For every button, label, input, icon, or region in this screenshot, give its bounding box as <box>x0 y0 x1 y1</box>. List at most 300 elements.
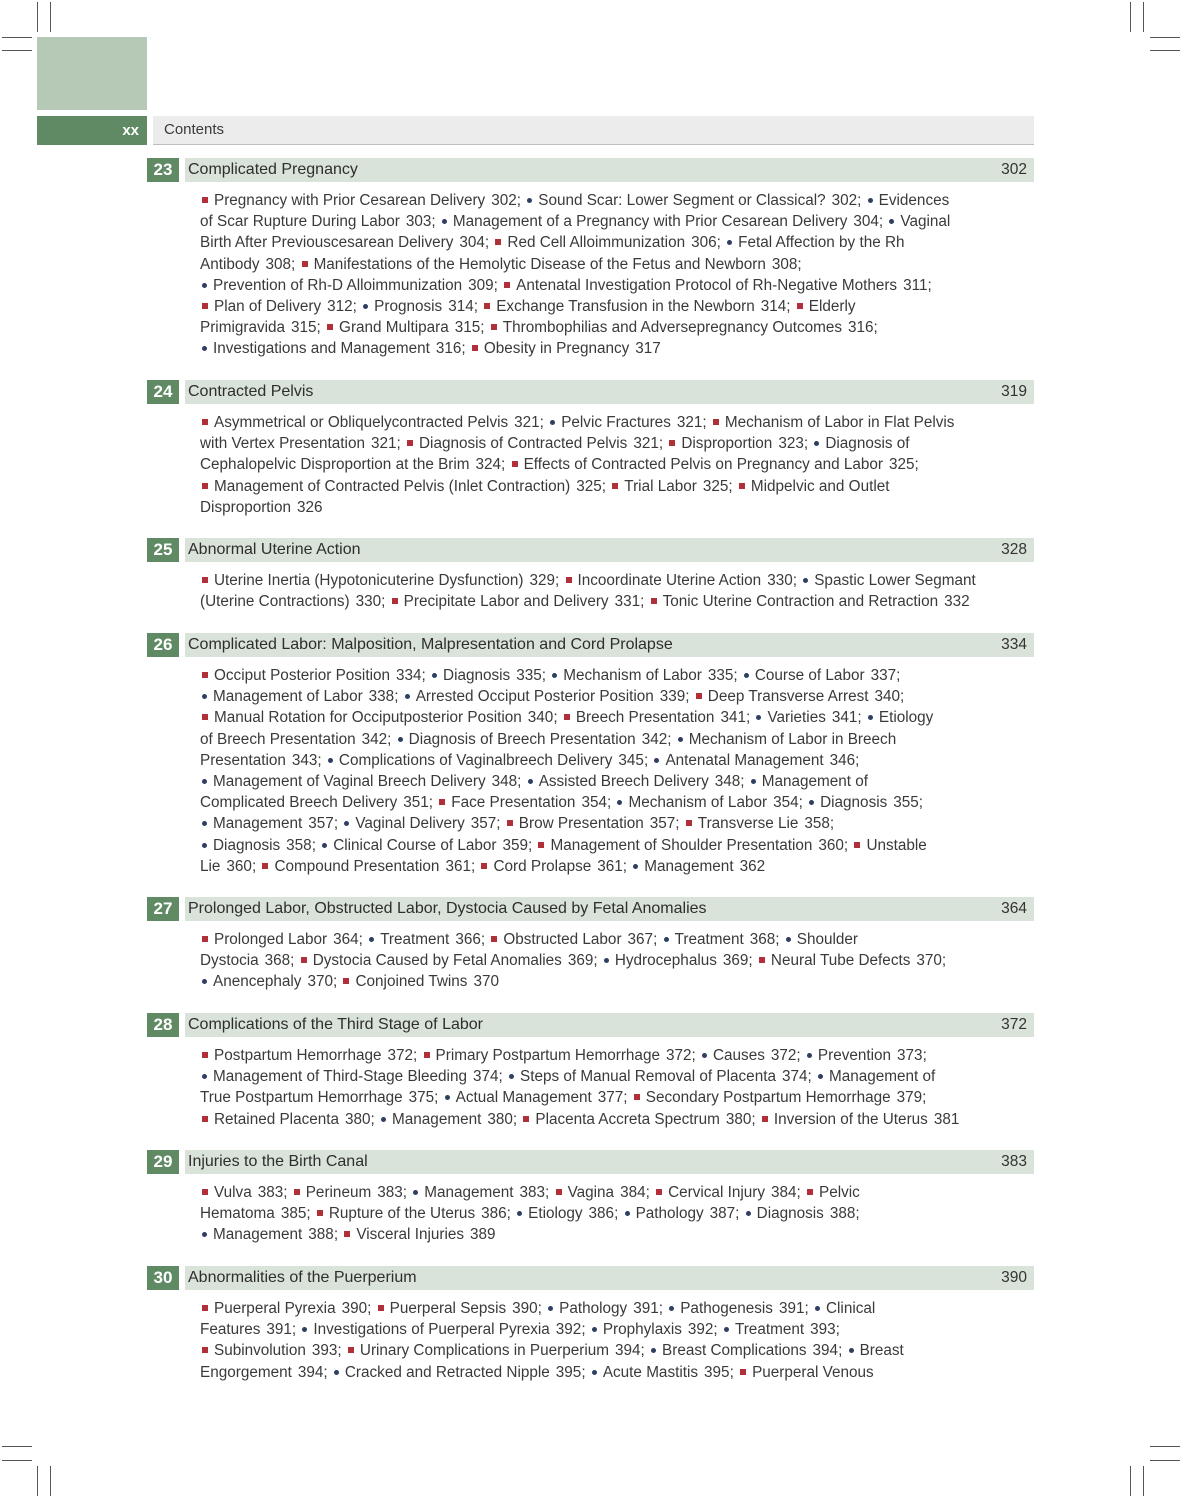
square-bullet-icon <box>317 1210 323 1216</box>
toc-line <box>200 296 1000 317</box>
toc-entry-title: Management <box>213 815 303 833</box>
toc-line <box>200 771 1000 792</box>
toc-entry-page: 321; <box>676 414 707 431</box>
toc-entry[interactable] <box>525 192 861 209</box>
toc-entry[interactable] <box>200 1342 342 1359</box>
toc-entry[interactable] <box>550 667 737 684</box>
toc-entry[interactable] <box>200 572 559 589</box>
square-bullet-icon <box>378 1305 384 1311</box>
toc-entry-page: 369; <box>722 952 753 970</box>
toc-entry[interactable] <box>887 213 950 230</box>
toc-entry-page: 341; <box>831 709 862 727</box>
square-bullet-icon <box>344 1231 350 1237</box>
chapter-title[interactable]: Injuries to the Birth Canal <box>188 1153 368 1170</box>
chapter-heading[interactable] <box>147 1266 1034 1290</box>
toc-entry[interactable] <box>422 1047 696 1064</box>
toc-line <box>200 1298 1000 1319</box>
square-bullet-icon <box>327 324 333 330</box>
round-bullet-icon <box>751 779 756 784</box>
crop-mark <box>1150 1460 1180 1461</box>
round-bullet-icon <box>807 1053 812 1058</box>
toc-entry[interactable] <box>200 256 295 273</box>
round-bullet-icon <box>322 843 327 848</box>
round-bullet-icon <box>302 1327 307 1332</box>
toc-entry[interactable] <box>200 837 316 854</box>
chapter-heading[interactable] <box>147 158 1034 182</box>
toc-entry-title: Management <box>213 1226 303 1244</box>
toc-entry[interactable] <box>738 1364 874 1381</box>
toc-entry-page: 375; <box>408 1089 439 1107</box>
toc-entry[interactable] <box>346 1342 645 1359</box>
toc-line <box>200 813 1000 834</box>
toc-entry[interactable] <box>200 1321 296 1338</box>
toc-entry-page: 380; <box>487 1110 518 1128</box>
toc-line <box>200 729 1000 750</box>
toc-entry[interactable] <box>623 1205 740 1222</box>
toc-entry[interactable] <box>405 435 663 452</box>
toc-entry-page: 335; <box>707 667 738 684</box>
toc-entry-page: 366; <box>455 931 486 948</box>
square-bullet-icon <box>491 936 497 942</box>
toc-entry[interactable] <box>326 752 648 769</box>
toc-entry[interactable] <box>515 1205 618 1222</box>
square-bullet-icon <box>202 303 208 309</box>
toc-entry-page: 377; <box>597 1089 628 1107</box>
square-bullet-icon <box>262 863 268 869</box>
toc-entry[interactable] <box>200 973 337 990</box>
toc-entry[interactable] <box>200 931 363 948</box>
toc-entry[interactable] <box>379 1111 517 1128</box>
round-bullet-icon <box>552 673 557 678</box>
chapter-page-number: 302 <box>1001 161 1027 178</box>
toc-entry-page: 364; <box>333 931 363 948</box>
square-bullet-icon <box>523 1116 529 1122</box>
toc-entry[interactable] <box>749 773 868 790</box>
toc-entry-page: 381 <box>933 1110 960 1128</box>
crop-mark <box>2 1446 32 1447</box>
toc-entry[interactable] <box>341 973 499 990</box>
toc-entry[interactable] <box>725 234 904 251</box>
chapter-section <box>147 1013 1034 1130</box>
square-bullet-icon <box>202 577 208 583</box>
toc-entry[interactable] <box>320 837 532 854</box>
toc-entry[interactable] <box>200 319 321 336</box>
toc-entry-title: Subinvolution <box>214 1342 306 1360</box>
toc-entry[interactable] <box>554 1184 650 1201</box>
toc-entry[interactable] <box>200 478 606 495</box>
chapter-heading[interactable] <box>147 380 1034 404</box>
toc-entry[interactable] <box>632 1089 927 1106</box>
square-bullet-icon <box>202 197 208 203</box>
toc-entry-page: 361; <box>597 857 628 875</box>
toc-entry-page: 316; <box>848 319 878 337</box>
toc-entry[interactable] <box>200 1089 438 1106</box>
toc-entry[interactable] <box>801 572 976 589</box>
toc-entry[interactable] <box>649 1342 842 1359</box>
toc-entry-page: 358; <box>804 815 835 833</box>
toc-entry[interactable] <box>813 1300 875 1317</box>
toc-entry[interactable] <box>200 688 398 705</box>
toc-line <box>200 1087 1000 1108</box>
toc-line <box>200 591 1000 612</box>
toc-entry[interactable] <box>200 1068 503 1085</box>
toc-entry-title: Diagnosis <box>213 836 281 854</box>
toc-line <box>200 275 1000 296</box>
toc-line <box>200 856 1000 877</box>
toc-entry[interactable] <box>866 192 950 209</box>
round-bullet-icon <box>202 779 207 784</box>
toc-entry-title: Investigations and Management <box>213 340 430 358</box>
toc-entry[interactable] <box>744 1205 860 1222</box>
toc-entry[interactable] <box>662 931 780 948</box>
toc-entry-title: Treatment <box>380 931 450 948</box>
toc-line <box>200 476 1000 497</box>
toc-entry[interactable] <box>847 1342 904 1359</box>
chapter-number: 29 <box>147 1150 179 1174</box>
round-bullet-icon <box>625 1211 630 1216</box>
toc-entry[interactable] <box>482 298 790 315</box>
toc-entry-title: of Scar Rupture During Labor <box>200 213 400 231</box>
toc-entry[interactable] <box>489 319 878 336</box>
round-bullet-icon <box>889 219 894 224</box>
toc-entry[interactable] <box>260 858 475 875</box>
toc-entry-title: Incoordinate Uterine Action <box>577 572 762 589</box>
chapter-title[interactable]: Contracted Pelvis <box>188 383 314 400</box>
toc-entry-title: Puerperal Pyrexia <box>214 1300 336 1317</box>
chapter-section <box>147 1150 1034 1246</box>
chapter-title-bar <box>185 1150 1034 1174</box>
toc-entry[interactable] <box>430 667 546 684</box>
toc-entry[interactable] <box>200 435 401 452</box>
toc-entry[interactable] <box>390 593 645 610</box>
toc-entry[interactable] <box>200 952 294 969</box>
toc-entry-page: 348; <box>491 773 522 791</box>
toc-entry[interactable] <box>754 709 861 726</box>
toc-entry-page: 388; <box>308 1226 339 1244</box>
toc-entry-page: 326 <box>296 498 323 516</box>
toc-entry[interactable] <box>546 1300 663 1317</box>
chapter-title-bar <box>185 633 1034 657</box>
toc-entry[interactable] <box>649 593 970 610</box>
toc-entry-title: Placenta Accreta Spectrum <box>535 1110 720 1128</box>
round-bullet-icon <box>654 758 659 763</box>
toc-entry-title: Face Presentation <box>451 794 576 812</box>
toc-entry-title: Cord Prolapse <box>493 857 592 875</box>
toc-entry[interactable] <box>367 931 485 948</box>
toc-entry-title: Presentation <box>200 751 286 769</box>
toc-entry[interactable] <box>505 815 680 832</box>
toc-entry[interactable] <box>526 773 745 790</box>
toc-entry-title: Diagnosis of Contracted Pelvis <box>419 435 628 453</box>
toc-entry[interactable] <box>200 1205 311 1222</box>
toc-entry-title: Anencephaly <box>213 973 302 991</box>
chapter-title[interactable]: Complications of the Third Stage of Labor <box>188 1016 483 1033</box>
toc-entry[interactable] <box>411 1184 549 1201</box>
chapter-heading[interactable] <box>147 538 1034 562</box>
toc-entry[interactable] <box>489 931 657 948</box>
toc-entry[interactable] <box>521 1111 755 1128</box>
toc-entry-page: 309; <box>468 276 498 294</box>
toc-entry-page: 302; <box>491 192 521 209</box>
square-bullet-icon <box>301 957 307 963</box>
toc-entry[interactable] <box>694 688 904 705</box>
chapter-heading[interactable] <box>147 633 1034 657</box>
round-bullet-icon <box>617 800 622 805</box>
toc-entry-title: Visceral Injuries <box>356 1226 465 1244</box>
toc-entry[interactable] <box>684 815 834 832</box>
toc-entry[interactable] <box>784 931 858 948</box>
toc-entry-title: Diagnosis of <box>825 435 910 453</box>
toc-entry[interactable] <box>332 1364 586 1381</box>
toc-entry-title: Pelvic <box>819 1184 860 1201</box>
toc-entry[interactable] <box>376 1300 542 1317</box>
toc-entry[interactable] <box>396 731 672 748</box>
toc-entry[interactable] <box>722 1321 840 1338</box>
toc-entry-title: Exchange Transfusion in the Newborn <box>496 298 755 316</box>
toc-entry[interactable] <box>292 1184 407 1201</box>
toc-entry[interactable] <box>200 1364 328 1381</box>
toc-entry[interactable] <box>200 277 498 294</box>
toc-entry[interactable] <box>200 298 357 315</box>
toc-entry-title: Disproportion <box>200 498 291 516</box>
toc-entry-title: Prognosis <box>374 298 443 316</box>
toc-entry[interactable] <box>200 1047 417 1064</box>
chapter-title[interactable]: Complicated Pregnancy <box>188 161 358 178</box>
toc-entry[interactable] <box>200 593 385 610</box>
toc-entry[interactable] <box>200 213 436 230</box>
toc-line <box>200 433 1000 454</box>
toc-entry[interactable] <box>200 858 256 875</box>
square-bullet-icon <box>202 672 208 678</box>
chapter-title-bar <box>185 1266 1034 1290</box>
toc-line <box>200 835 1000 856</box>
toc-entry[interactable] <box>564 572 797 589</box>
toc-entry[interactable] <box>652 752 859 769</box>
toc-entry[interactable] <box>866 709 933 726</box>
square-bullet-icon <box>202 483 208 489</box>
toc-entry[interactable] <box>200 752 322 769</box>
chapter-heading[interactable] <box>147 1013 1034 1037</box>
toc-entry[interactable] <box>805 1184 860 1201</box>
round-bullet-icon <box>756 715 761 720</box>
round-bullet-icon <box>548 1306 553 1311</box>
toc-entry[interactable] <box>757 952 946 969</box>
toc-entry[interactable] <box>443 1089 628 1106</box>
square-bullet-icon <box>472 345 478 351</box>
toc-entry[interactable] <box>510 456 919 473</box>
toc-entry-page: 302; <box>831 192 862 209</box>
chapter-number: 30 <box>147 1266 179 1290</box>
toc-entry[interactable] <box>200 499 323 516</box>
toc-line <box>200 1182 1000 1203</box>
square-bullet-icon <box>538 842 544 848</box>
toc-entry-page: 331; <box>614 593 645 611</box>
square-bullet-icon <box>656 1189 662 1195</box>
toc-entry[interactable] <box>440 213 883 230</box>
toc-entry-page: 314; <box>448 298 478 316</box>
toc-entry[interactable] <box>590 1321 718 1338</box>
chapter-title[interactable]: Complicated Labor: Malposition, Malpresentation and Cord Prolapse <box>188 636 673 653</box>
toc-entry[interactable] <box>631 858 765 875</box>
toc-entry-page: 346; <box>829 751 860 769</box>
toc-entry-title: Secondary Postpartum Hemorrhage <box>645 1089 891 1107</box>
toc-line <box>200 1066 1000 1087</box>
toc-entry-page: 335; <box>516 667 546 684</box>
round-bullet-icon <box>442 219 447 224</box>
toc-entry-page: 367; <box>627 931 658 948</box>
toc-entry[interactable] <box>742 667 900 684</box>
toc-entry[interactable] <box>200 1184 287 1201</box>
toc-entry[interactable] <box>315 1205 511 1222</box>
toc-entry[interactable] <box>200 1111 375 1128</box>
square-bullet-icon <box>713 419 719 425</box>
toc-entry[interactable] <box>737 478 890 495</box>
toc-entry-page: 394; <box>812 1342 843 1360</box>
toc-entry[interactable] <box>437 794 611 811</box>
chapter-number: 25 <box>147 538 179 562</box>
toc-entry[interactable] <box>300 1321 585 1338</box>
toc-entry[interactable] <box>479 858 627 875</box>
toc-entry-title: Inversion of the Uterus <box>773 1110 928 1128</box>
square-bullet-icon <box>504 282 510 288</box>
toc-entry-title: Pathology <box>559 1300 628 1317</box>
toc-entry-title: Obesity in Pregnancy <box>483 340 630 358</box>
toc-entry-page: 321; <box>370 435 401 453</box>
toc-entry[interactable] <box>562 709 750 726</box>
toc-entry[interactable] <box>200 709 558 726</box>
toc-entry[interactable] <box>852 837 926 854</box>
toc-entry-title: Investigations of Puerperal Pyrexia <box>313 1321 550 1339</box>
toc-entry-title: Diagnosis <box>756 1205 824 1223</box>
toc-entry[interactable] <box>403 688 690 705</box>
toc-entry[interactable] <box>667 1300 808 1317</box>
toc-entry[interactable] <box>200 456 505 473</box>
chapter-title[interactable]: Abnormal Uterine Action <box>188 541 361 558</box>
toc-entry-title: Pathogenesis <box>680 1300 773 1317</box>
chapter-topic-list <box>200 1045 1000 1130</box>
toc-entry[interactable] <box>676 731 896 748</box>
toc-entry[interactable] <box>805 1047 927 1064</box>
toc-entry-page: 389 <box>470 1226 496 1244</box>
toc-entry[interactable] <box>602 952 753 969</box>
toc-line <box>200 971 1000 992</box>
toc-entry[interactable] <box>654 1184 801 1201</box>
toc-entry[interactable] <box>816 1068 935 1085</box>
toc-entry-title: Obstructed Labor <box>503 931 622 948</box>
square-bullet-icon <box>484 303 490 309</box>
toc-entry[interactable] <box>200 340 466 357</box>
toc-entry[interactable] <box>300 256 802 273</box>
round-bullet-icon <box>381 1117 386 1122</box>
chapter-title-bar <box>185 538 1034 562</box>
toc-entry[interactable] <box>342 815 500 832</box>
toc-entry-title: Cephalopelvic Disproportion at the Brim <box>200 456 470 474</box>
toc-entry-title: Vaginal <box>900 213 951 231</box>
toc-entry-title: Compound Presentation <box>274 857 440 875</box>
running-head: Contents <box>153 116 1034 145</box>
toc-entry-page: 372; <box>665 1047 696 1064</box>
toc-entry[interactable] <box>200 773 521 790</box>
toc-entry[interactable] <box>493 234 720 251</box>
toc-entry[interactable] <box>200 815 338 832</box>
toc-entry[interactable] <box>200 1226 338 1243</box>
toc-entry[interactable] <box>610 478 732 495</box>
toc-entry[interactable] <box>200 1300 371 1317</box>
toc-entry-title: Antenatal Investigation Protocol of Rh-Negative Mothers <box>516 276 898 294</box>
toc-entry[interactable] <box>342 1226 495 1243</box>
chapter-page-number: 334 <box>1001 636 1027 653</box>
square-bullet-icon <box>481 863 487 869</box>
crop-mark <box>1130 1466 1131 1496</box>
toc-line <box>200 750 1000 771</box>
toc-entry[interactable] <box>299 952 598 969</box>
chapter-heading[interactable] <box>147 897 1034 921</box>
toc-entry[interactable] <box>667 435 808 452</box>
square-bullet-icon <box>343 978 349 984</box>
toc-entry[interactable] <box>325 319 484 336</box>
square-bullet-icon <box>407 440 413 446</box>
toc-entry[interactable] <box>760 1111 959 1128</box>
toc-entry[interactable] <box>795 298 856 315</box>
toc-entry-page: 338; <box>368 688 399 706</box>
toc-entry-page: 304; <box>853 213 884 231</box>
crop-mark <box>50 2 51 32</box>
chapter-title[interactable]: Prolonged Labor, Obstructed Labor, Dystocia Caused by Fetal Anomalies <box>188 900 707 917</box>
chapter-topic-list <box>200 929 1000 993</box>
chapter-title-bar <box>185 158 1034 182</box>
toc-entry[interactable] <box>700 1047 801 1064</box>
toc-entry-page: 329; <box>529 572 560 589</box>
toc-entry-page: 354; <box>773 794 803 812</box>
toc-entry[interactable] <box>536 837 848 854</box>
toc-entry[interactable] <box>361 298 478 315</box>
toc-entry[interactable] <box>590 1364 734 1381</box>
toc-entry[interactable] <box>807 794 923 811</box>
toc-entry[interactable] <box>200 192 521 209</box>
toc-entry[interactable] <box>812 435 909 452</box>
chapter-title[interactable]: Abnormalities of the Puerperium <box>188 1269 417 1286</box>
toc-entry[interactable] <box>200 667 426 684</box>
chapter-topic-list <box>200 1298 1000 1383</box>
toc-entry[interactable] <box>711 414 955 431</box>
toc-entry[interactable] <box>502 277 932 294</box>
round-bullet-icon <box>550 420 555 425</box>
toc-entry[interactable] <box>200 731 391 748</box>
toc-entry-page: 321; <box>514 414 544 431</box>
toc-entry-page: 372; <box>387 1047 418 1064</box>
toc-line <box>200 338 1000 359</box>
square-bullet-icon <box>651 598 657 604</box>
toc-entry[interactable] <box>615 794 802 811</box>
chapter-number: 27 <box>147 897 179 921</box>
round-bullet-icon <box>369 937 374 942</box>
toc-entry[interactable] <box>200 234 489 251</box>
toc-entry[interactable] <box>548 414 706 431</box>
toc-entry[interactable] <box>200 414 544 431</box>
chapter-topic-list <box>200 570 1000 612</box>
crop-mark <box>1150 37 1180 38</box>
toc-entry[interactable] <box>507 1068 812 1085</box>
chapter-number: 24 <box>147 380 179 404</box>
toc-line <box>200 1109 1000 1130</box>
square-bullet-icon <box>556 1189 562 1195</box>
toc-entry[interactable] <box>200 794 433 811</box>
chapter-section <box>147 633 1034 877</box>
toc-entry-page: 370; <box>307 973 338 991</box>
chapter-heading[interactable] <box>147 1150 1034 1174</box>
chapter-number: 23 <box>147 158 179 182</box>
toc-entry[interactable] <box>470 340 661 357</box>
